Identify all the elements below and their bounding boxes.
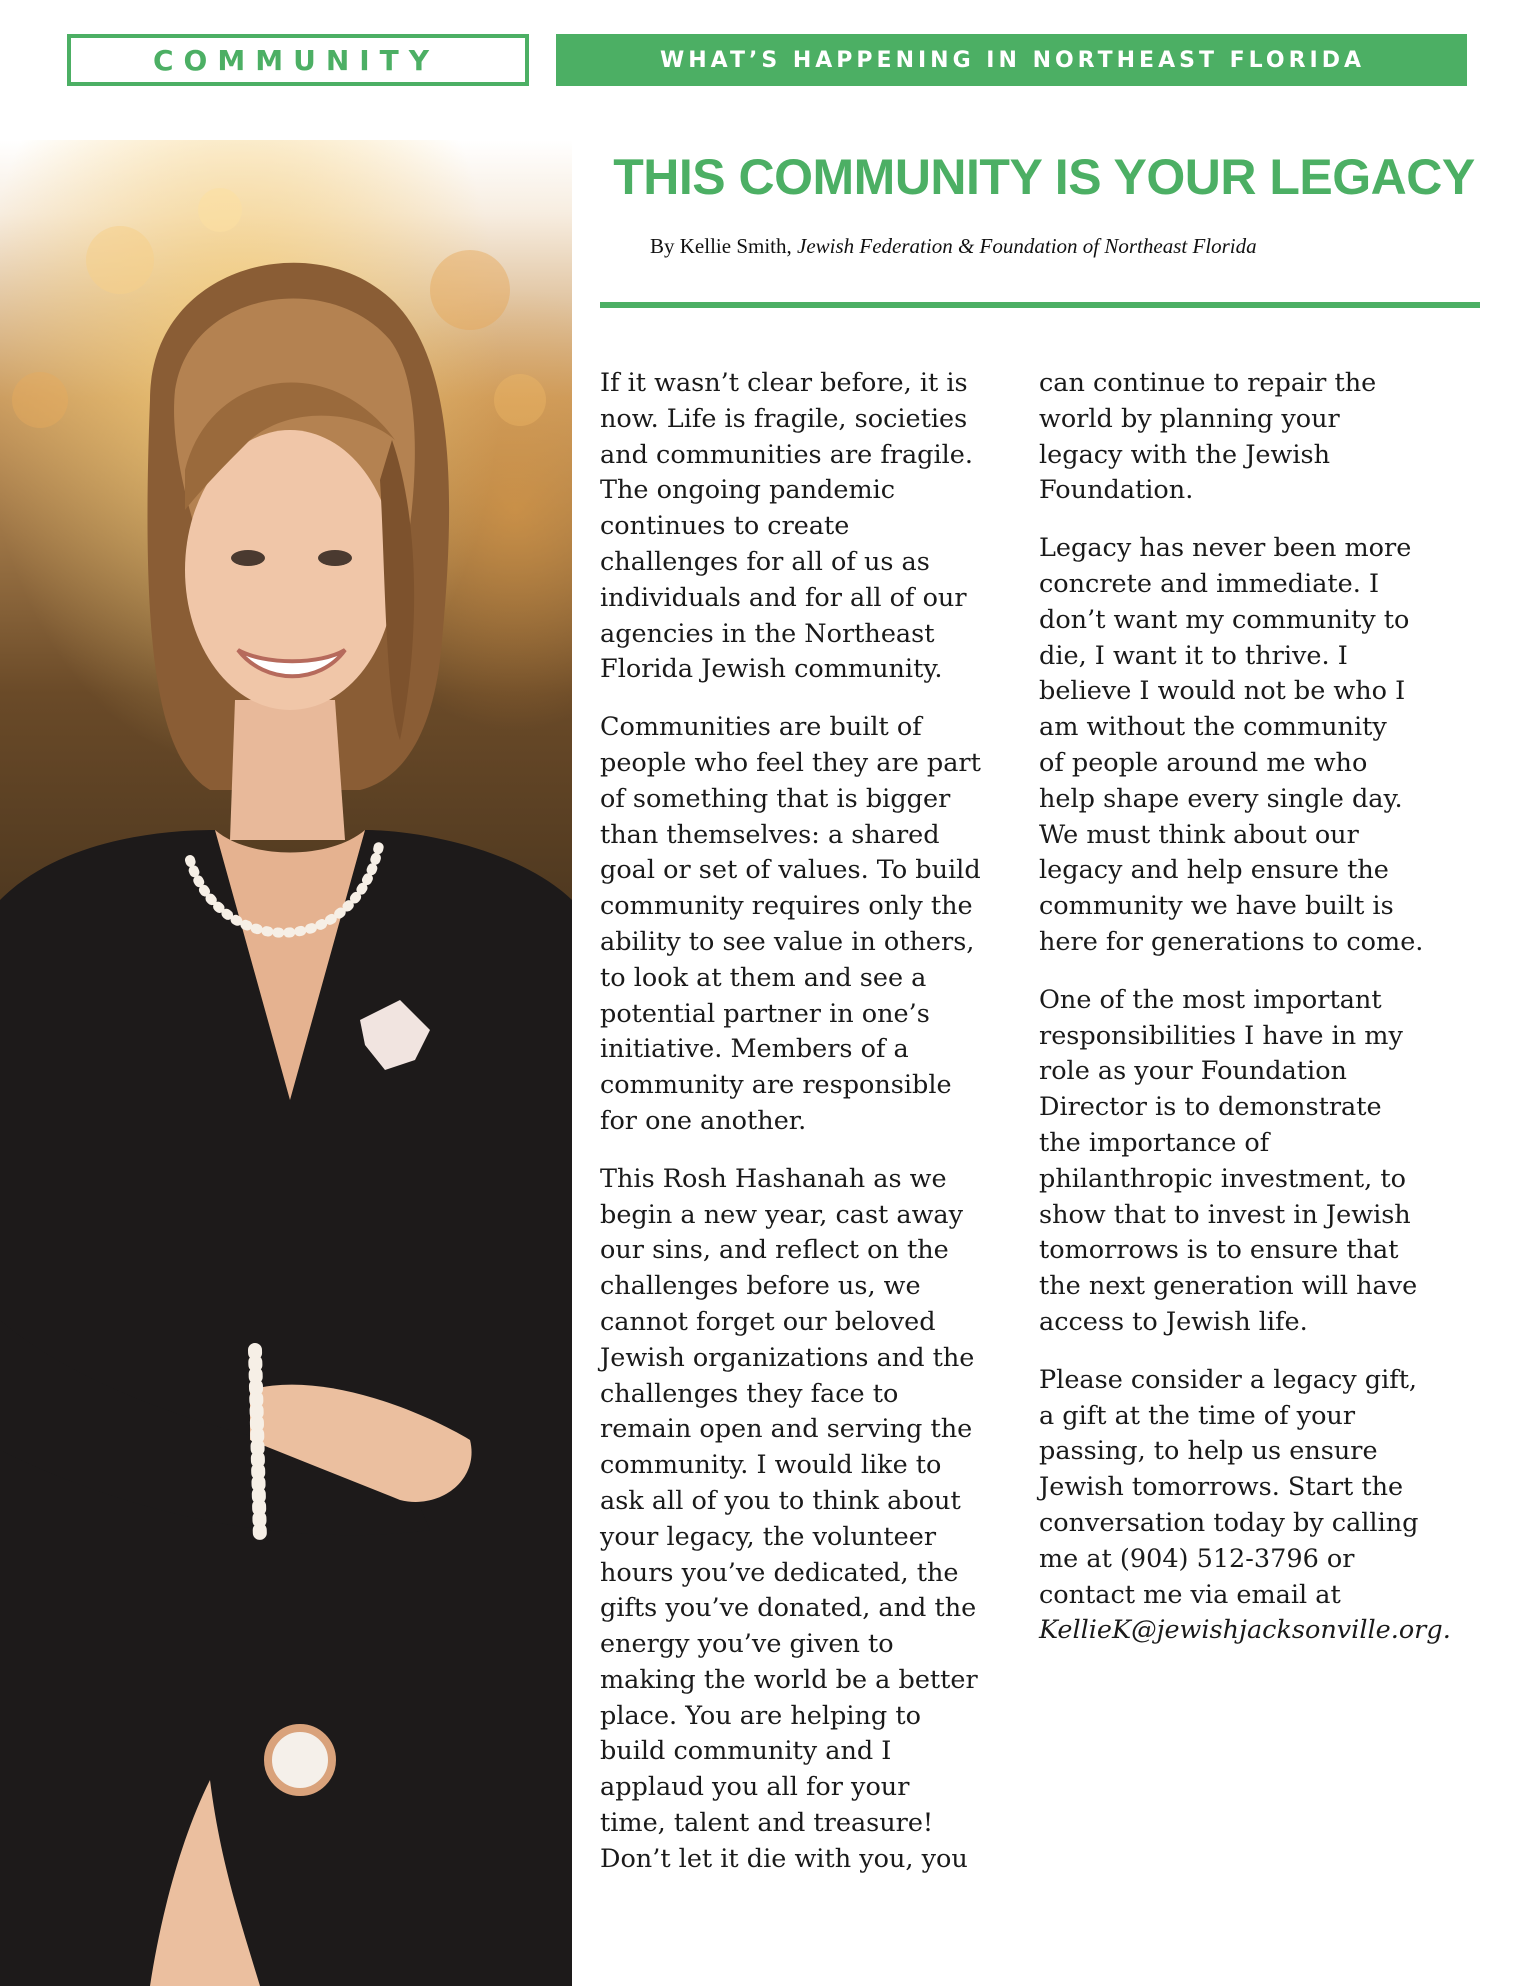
- paragraph-line: goal or set of values. To build: [600, 855, 981, 886]
- paragraph-line: If it wasn’t clear before, it is: [600, 368, 968, 398]
- paragraph-line: concrete and immediate. I: [1039, 568, 1380, 599]
- paragraph-line: challenges they face to: [600, 1378, 899, 1409]
- article-headline: THIS COMMUNITY IS YOUR LEGACY: [613, 149, 1475, 205]
- paragraph-line: now. Life is fragile, societies: [600, 403, 968, 434]
- paragraph-line: passing, to help us ensure: [1039, 1436, 1378, 1467]
- paragraph-line: Don’t let it die with you, you: [600, 1843, 968, 1874]
- paragraph-line: begin a new year, cast away: [600, 1199, 964, 1230]
- paragraph-line: show that to invest in Jewish: [1039, 1199, 1411, 1230]
- paragraph-line: challenges for all of us as: [600, 546, 930, 577]
- article-paragraph: [600, 366, 1040, 688]
- paragraph-line: We must think about our: [1039, 819, 1359, 850]
- paragraph-line: continues to create: [600, 511, 850, 542]
- paragraph-line: build community and I: [600, 1736, 892, 1767]
- paragraph-line: potential partner in one’s: [600, 998, 930, 1029]
- paragraph-line: time, talent and treasure!: [600, 1808, 934, 1839]
- paragraph-line: to look at them and see a: [600, 962, 927, 993]
- paragraph-line: tomorrows is to ensure that: [1039, 1235, 1399, 1266]
- section-label: COMMUNITY: [67, 34, 529, 86]
- article-paragraph: [1039, 531, 1484, 961]
- paragraph-line: One of the most important: [1039, 984, 1382, 1015]
- paragraph-line: help shape every single day.: [1039, 783, 1403, 814]
- paragraph-line: energy you’ve given to: [600, 1629, 894, 1660]
- paragraph-line: ask all of you to think about: [600, 1485, 961, 1516]
- paragraph-line: legacy and help ensure the: [1039, 855, 1389, 886]
- paragraph-line: This Rosh Hashanah as we: [600, 1163, 947, 1194]
- paragraph-line: challenges before us, we: [600, 1271, 921, 1302]
- paragraph-line: here for generations to come.: [1039, 926, 1424, 957]
- paragraph-line: the next generation will have: [1039, 1271, 1418, 1302]
- paragraph-line: cannot forget our beloved: [600, 1306, 936, 1337]
- paragraph-line: community we have built is: [1039, 891, 1394, 922]
- paragraph-line: community requires only the: [600, 891, 973, 922]
- article-column-left: [600, 366, 1040, 1900]
- paragraph-line: Legacy has never been more: [1039, 533, 1412, 564]
- paragraph-line: Jewish organizations and the: [600, 1342, 975, 1373]
- paragraph-line: making the world be a better: [600, 1664, 978, 1695]
- article-paragraph: [1039, 1363, 1484, 1649]
- paragraph-line: hours you’ve dedicated, the: [600, 1557, 959, 1588]
- paragraph-line: role as your Foundation: [1039, 1056, 1347, 1087]
- paragraph-line: Jewish tomorrows. Start the: [1039, 1472, 1404, 1503]
- paragraph-line: for one another.: [600, 1105, 807, 1136]
- paragraph-line: people who feel they are part: [600, 747, 981, 778]
- author-portrait-illustration: [0, 140, 572, 1986]
- byline-organization: Jewish Federation & Foundation of Northeast Florida: [797, 234, 1257, 258]
- paragraph-line: applaud you all for your: [600, 1772, 910, 1803]
- paragraph-line: individuals and for all of our: [600, 582, 967, 613]
- paragraph-line: than themselves: a shared: [600, 819, 940, 850]
- paragraph-line: responsibilities I have in my: [1039, 1020, 1403, 1051]
- article-paragraph: [1039, 366, 1484, 509]
- section-banner: WHAT’S HAPPENING IN NORTHEAST FLORIDA: [556, 34, 1467, 86]
- article-paragraph: [1039, 983, 1484, 1341]
- paragraph-line: gifts you’ve donated, and the: [600, 1593, 977, 1624]
- paragraph-line: Florida Jewish community.: [600, 654, 943, 685]
- paragraph-line: of something that is bigger: [600, 783, 951, 814]
- paragraph-line: ability to see value in others,: [600, 926, 975, 957]
- paragraph-line: philanthropic investment, to: [1039, 1163, 1406, 1194]
- paragraph-line: me at (904) 512-3796 or: [1039, 1543, 1355, 1574]
- author-photo: [0, 140, 572, 1986]
- byline-author: By Kellie Smith,: [650, 234, 792, 258]
- paragraph-line: agencies in the Northeast: [600, 618, 935, 649]
- paragraph-line: community. I would like to: [600, 1450, 942, 1481]
- article-byline: [650, 234, 1257, 259]
- paragraph-line: access to Jewish life.: [1039, 1306, 1308, 1337]
- paragraph-line: Please consider a legacy gift,: [1039, 1364, 1418, 1395]
- paragraph-line: Foundation.: [1039, 475, 1194, 506]
- paragraph-line: place. You are helping to: [600, 1700, 921, 1731]
- paragraph-line: of people around me who: [1039, 747, 1368, 778]
- paragraph-line: and communities are fragile.: [600, 439, 973, 470]
- paragraph-line: die, I want it to thrive. I: [1039, 640, 1348, 671]
- paragraph-line: The ongoing pandemic: [600, 475, 896, 506]
- article-column-right: [1039, 366, 1484, 1671]
- paragraph-line: community are responsible: [600, 1070, 952, 1101]
- paragraph-line: world by planning your: [1039, 403, 1340, 434]
- paragraph-line: Communities are built of: [600, 712, 922, 743]
- paragraph-line: contact me via email at: [1039, 1579, 1341, 1610]
- paragraph-line: a gift at the time of your: [1039, 1400, 1356, 1431]
- paragraph-line: legacy with the Jewish: [1039, 439, 1330, 470]
- article-paragraph: [600, 710, 1040, 1140]
- paragraph-line: believe I would not be who I: [1039, 676, 1406, 707]
- paragraph-line: initiative. Members of a: [600, 1034, 909, 1065]
- headline-divider: [600, 302, 1480, 308]
- paragraph-line: your legacy, the volunteer: [600, 1521, 937, 1552]
- paragraph-line: conversation today by calling: [1039, 1507, 1419, 1538]
- article-paragraph: [600, 1162, 1040, 1878]
- paragraph-line: the importance of: [1039, 1127, 1270, 1158]
- contact-email-link[interactable]: KellieK@jewishjacksonville.org.: [1039, 1615, 1451, 1646]
- paragraph-line: remain open and serving the: [600, 1414, 973, 1445]
- paragraph-line: don’t want my community to: [1039, 604, 1410, 635]
- paragraph-line: am without the community: [1039, 712, 1387, 743]
- paragraph-line: Director is to demonstrate: [1039, 1092, 1382, 1123]
- paragraph-line: our sins, and reflect on the: [600, 1235, 949, 1266]
- paragraph-line: can continue to repair the: [1039, 368, 1377, 398]
